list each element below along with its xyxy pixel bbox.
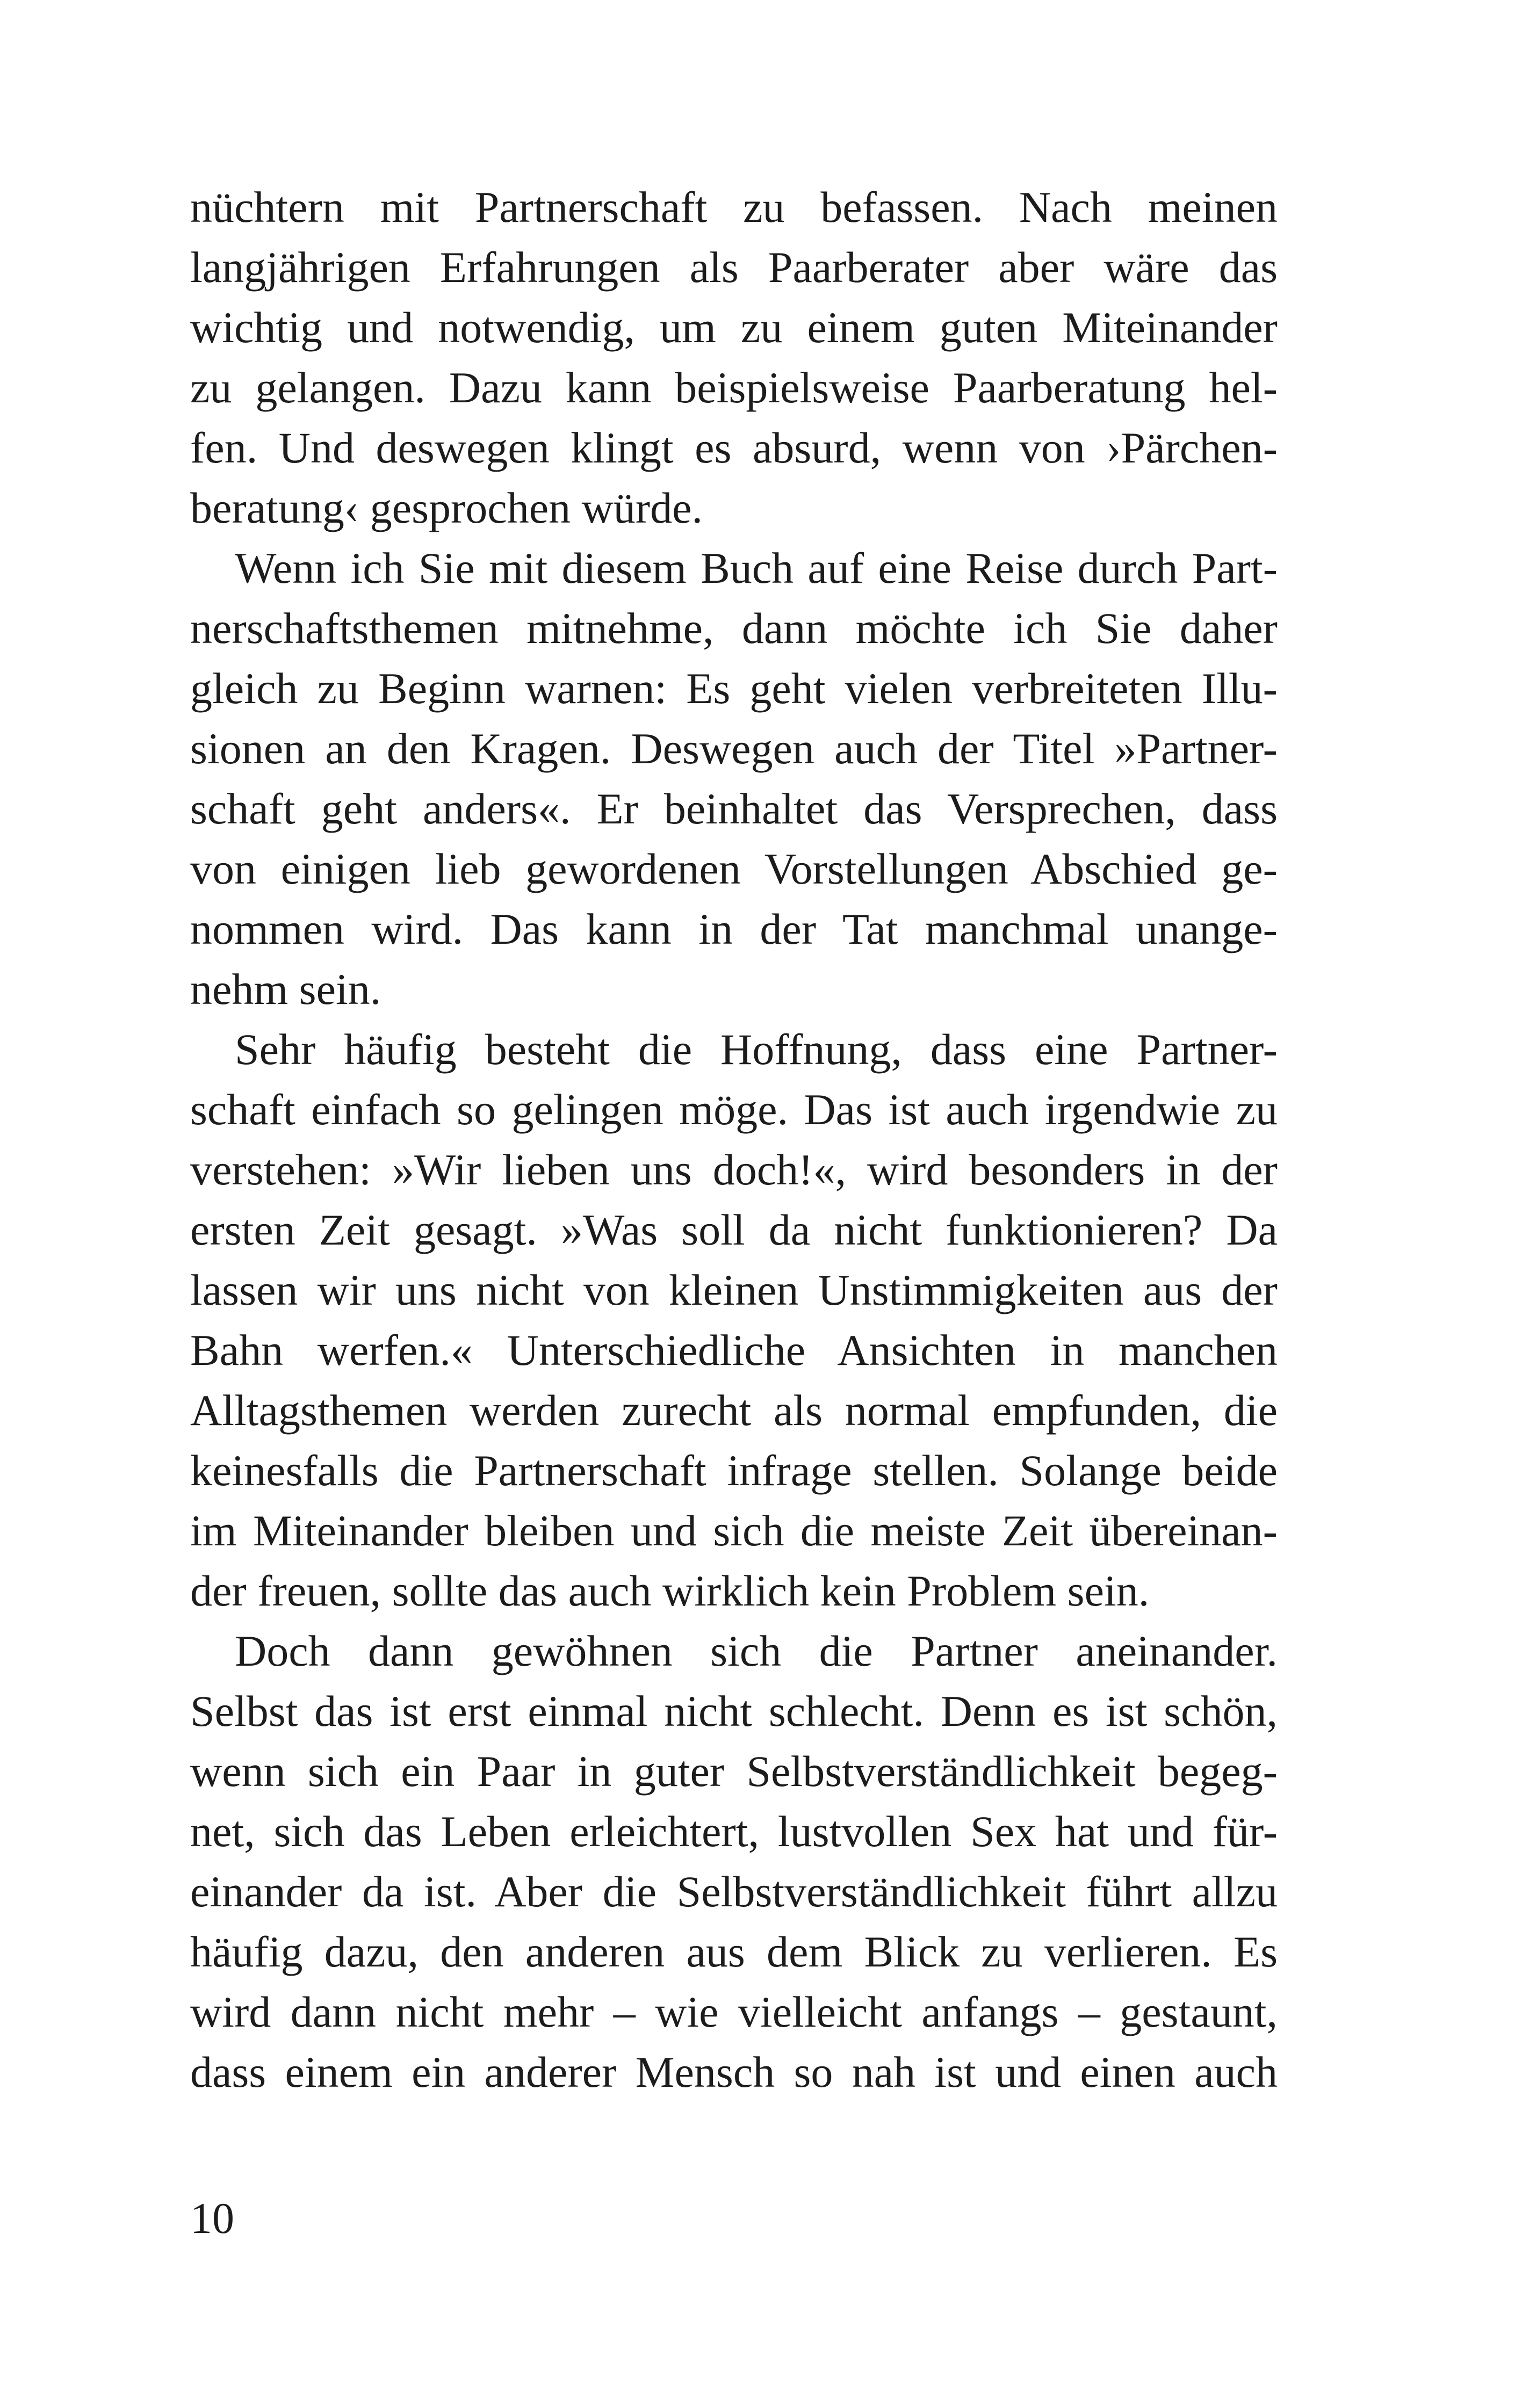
text-line: beratung‹ gesprochen würde.: [190, 483, 703, 532]
text-line: Alltagsthemen werden zurecht als normal empfunden, die: [190, 1386, 1278, 1435]
text-line: fen. Und deswegen klingt es absurd, wenn von ›Pärchen-: [190, 423, 1278, 472]
paragraph: [190, 177, 1278, 538]
text-line: nehm sein.: [190, 965, 381, 1014]
paragraph: [190, 1019, 1278, 1621]
text-line: von einigen lieb gewordenen Vorstellungen Abschied ge-: [190, 844, 1278, 893]
text-line: ersten Zeit gesagt. »Was soll da nicht funktionieren? Da: [190, 1205, 1278, 1254]
text-line: lassen wir uns nicht von kleinen Unstimmigkeiten aus der: [190, 1266, 1278, 1314]
text-line: gleich zu Beginn warnen: Es geht vielen verbreiteten Illu-: [190, 664, 1278, 713]
text-line: der freuen, sollte das auch wirklich kein Problem sein.: [190, 1566, 1150, 1615]
text-line: häufig dazu, den anderen aus dem Blick zu verlieren. Es: [190, 1927, 1278, 1976]
page-number: 10: [190, 2194, 234, 2243]
text-line: Wenn ich Sie mit diesem Buch auf eine Reise durch Part-: [235, 544, 1278, 592]
text-line: sionen an den Kragen. Deswegen auch der Titel »Partner-: [190, 724, 1278, 773]
text-line: wenn sich ein Paar in guter Selbstverständlichkeit begeg-: [190, 1747, 1278, 1796]
text-line: Selbst das ist erst einmal nicht schlecht. Denn es ist schön,: [190, 1687, 1278, 1736]
paragraph: [190, 538, 1278, 1019]
text-line: wird dann nicht mehr – wie vielleicht anfangs – gestaunt,: [190, 1987, 1278, 2036]
text-line: langjährigen Erfahrungen als Paarberater aber wäre das: [190, 243, 1278, 292]
text-line: schaft geht anders«. Er beinhaltet das Versprechen, dass: [190, 784, 1278, 833]
text-line: Doch dann gewöhnen sich die Partner aneinander.: [235, 1626, 1278, 1675]
text-line: schaft einfach so gelingen möge. Das ist auch irgendwie zu: [190, 1085, 1278, 1134]
text-line: nüchtern mit Partnerschaft zu befassen. Nach meinen: [190, 183, 1278, 232]
text-line: net, sich das Leben erleichtert, lustvollen Sex hat und für-: [190, 1807, 1278, 1856]
text-line: verstehen: »Wir lieben uns doch!«, wird besonders in der: [190, 1145, 1278, 1194]
text-line: Sehr häufig besteht die Hoffnung, dass eine Partner-: [235, 1025, 1278, 1074]
text-line: nommen wird. Das kann in der Tat manchmal unange-: [190, 905, 1278, 953]
text-line: dass einem ein anderer Mensch so nah ist und einen auch: [190, 2048, 1278, 2096]
text-line: im Miteinander bleiben und sich die meiste Zeit übereinan-: [190, 1506, 1278, 1555]
text-line: wichtig und notwendig, um zu einem guten Miteinander: [190, 303, 1278, 352]
page-body-text: [190, 177, 1278, 2102]
text-line: zu gelangen. Dazu kann beispielsweise Paarberatung hel-: [190, 363, 1278, 412]
text-line: einander da ist. Aber die Selbstverständlichkeit führt allzu: [190, 1867, 1278, 1916]
paragraph: [190, 1621, 1278, 2102]
text-line: nerschaftsthemen mitnehme, dann möchte ich Sie daher: [190, 604, 1278, 653]
text-line: Bahn werfen.« Unterschiedliche Ansichten in manchen: [190, 1326, 1278, 1375]
text-line: keinesfalls die Partnerschaft infrage stellen. Solange beide: [190, 1446, 1278, 1495]
